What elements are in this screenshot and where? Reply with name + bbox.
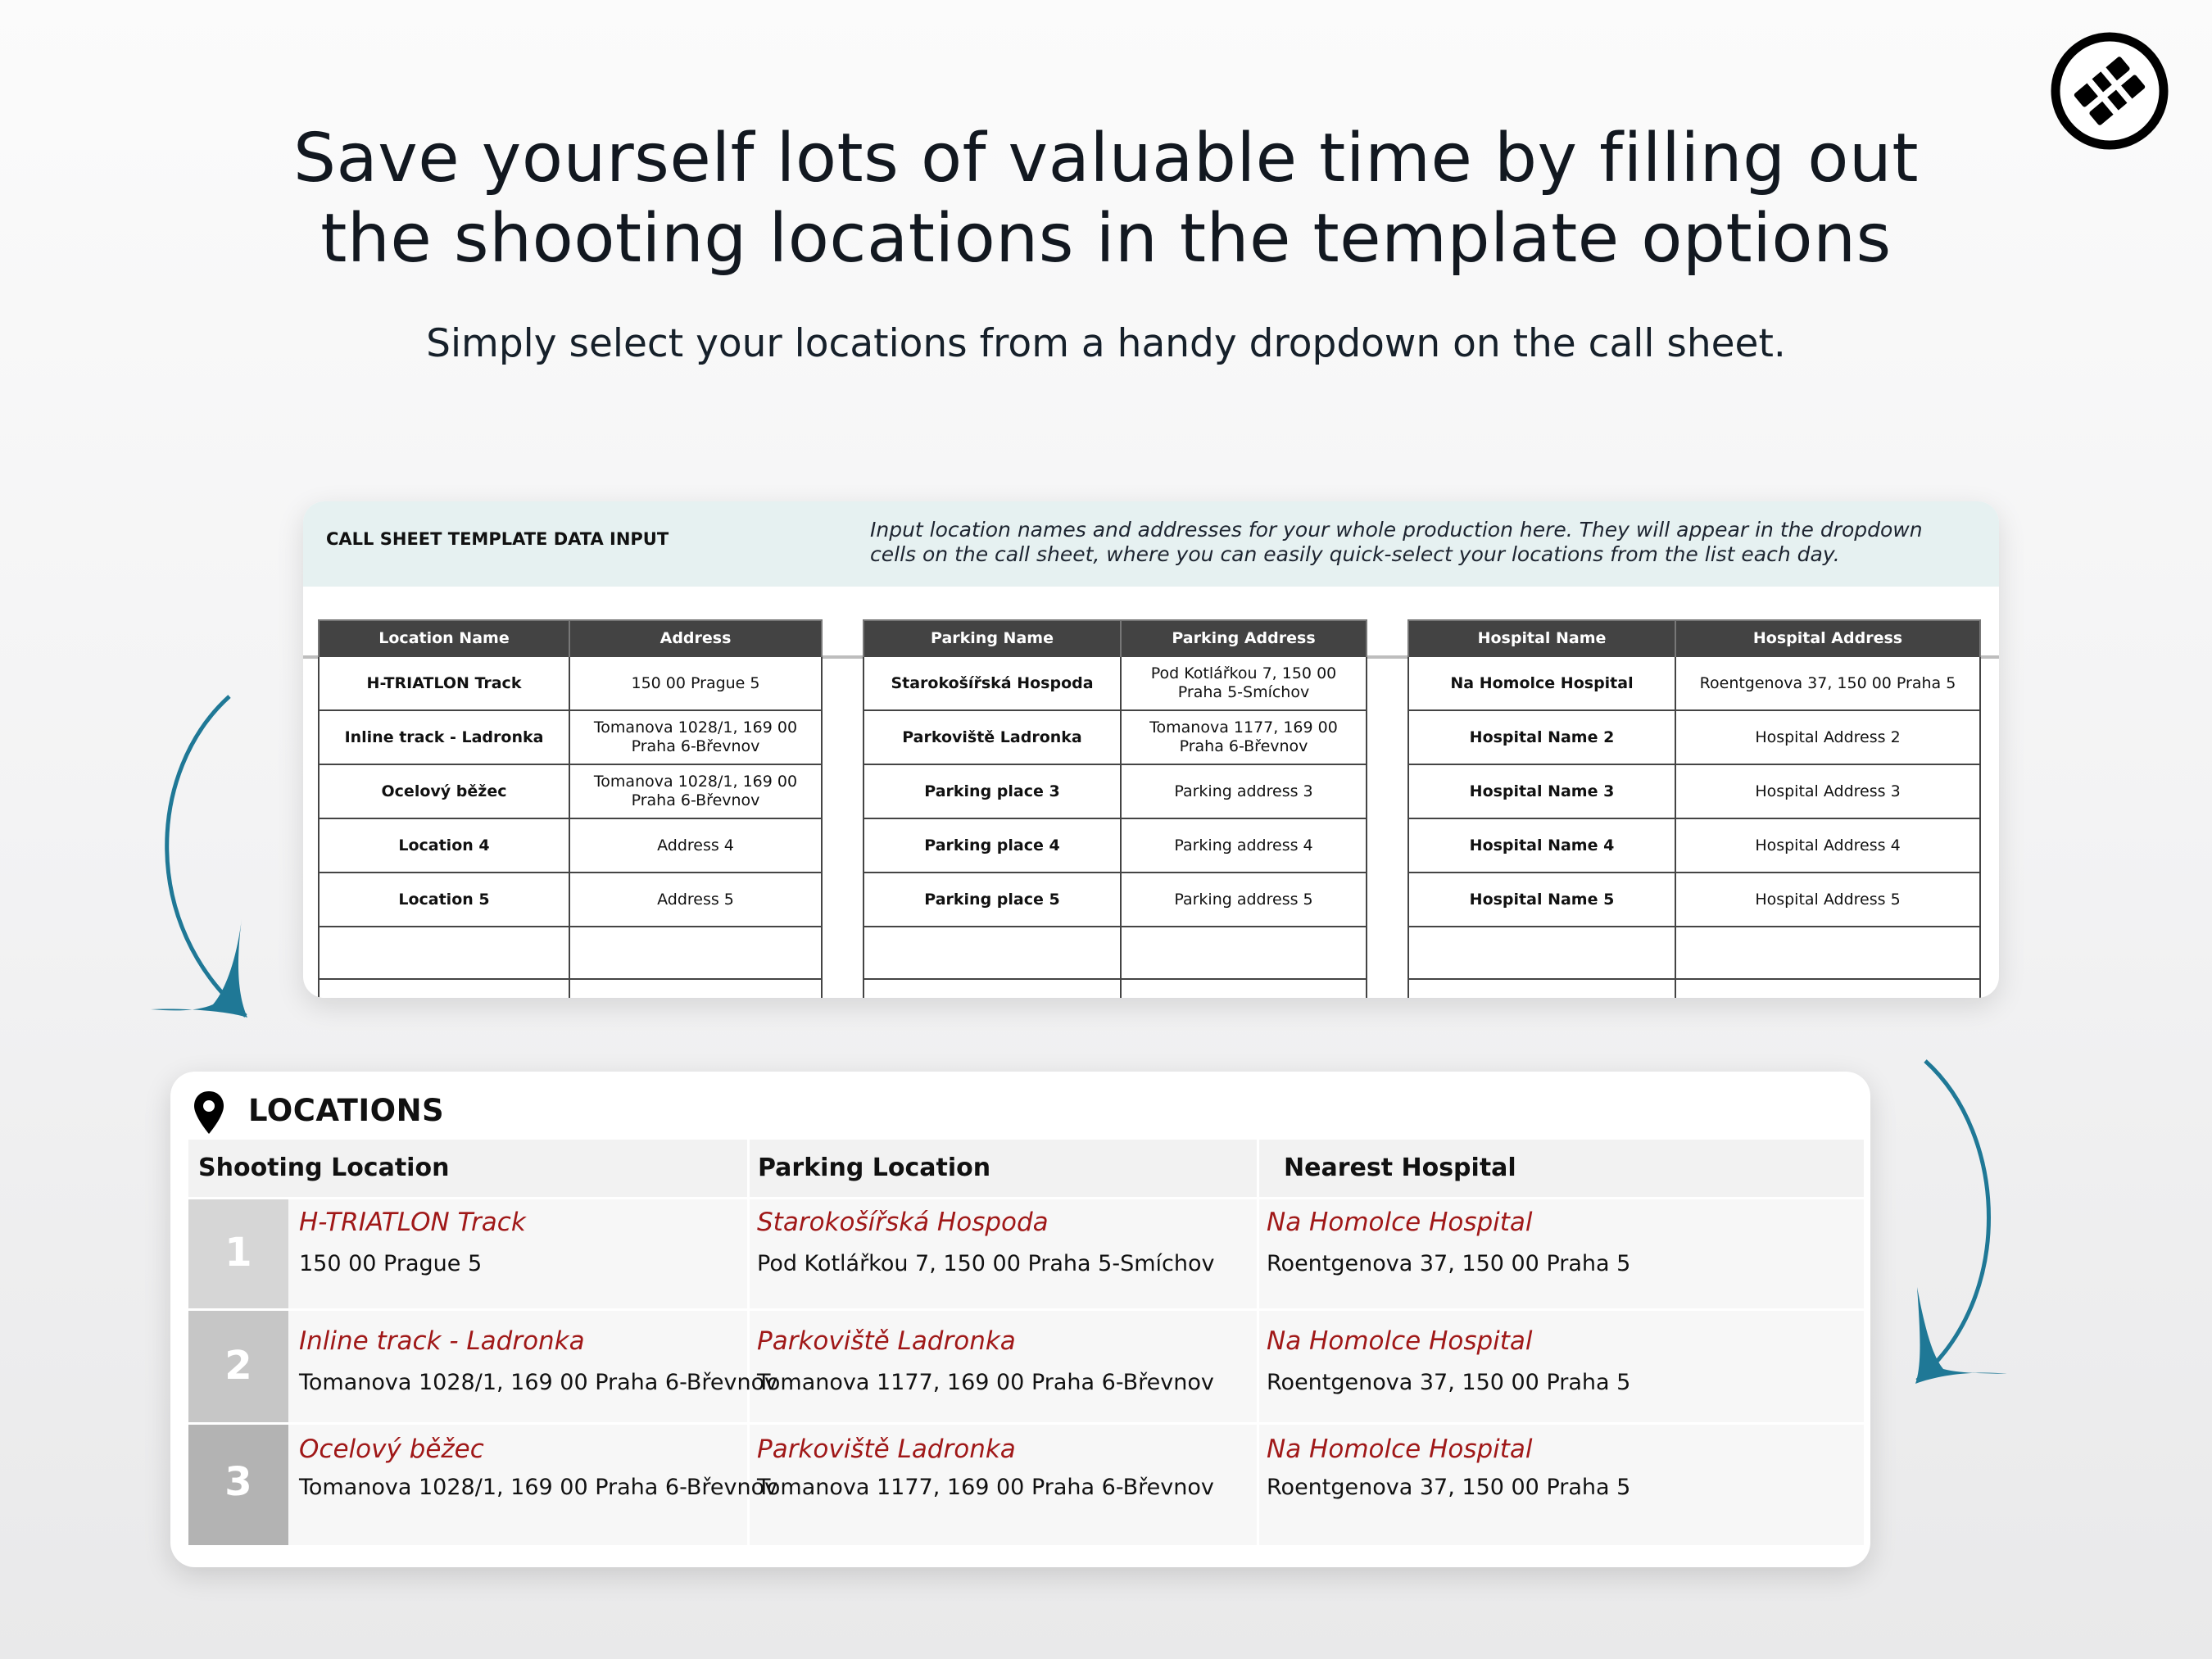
column-divider: [1257, 1140, 1259, 1545]
name-cell[interactable]: Starokošířská Hospoda: [863, 656, 1121, 710]
address-cell[interactable]: Parking address 3: [1121, 764, 1367, 818]
name-cell[interactable]: Inline track - Ladronka: [319, 710, 569, 764]
row-divider: [188, 1422, 1864, 1425]
hospital-name[interactable]: Na Homolce Hospital: [1267, 1326, 1533, 1356]
address-cell[interactable]: [569, 927, 822, 979]
col-header-hospital-address: Hospital Address: [1675, 620, 1980, 656]
template-card-title: CALL SHEET TEMPLATE DATA INPUT: [326, 529, 669, 549]
address-cell[interactable]: Hospital Address 5: [1675, 873, 1980, 927]
parking-location-address: Tomanova 1177, 169 00 Praha 6-Břevnov: [757, 1475, 1214, 1500]
headline-line-2: the shooting locations in the template options: [320, 200, 1892, 278]
address-cell[interactable]: Tomanova 1028/1, 169 00 Praha 6-Břevnov: [569, 764, 822, 818]
address-cell[interactable]: Roentgenova 37, 150 00 Praha 5: [1675, 656, 1980, 710]
input-table-row: [319, 873, 822, 927]
address-cell[interactable]: Hospital Address 3: [1675, 764, 1980, 818]
col-header-location-name: Location Name: [319, 620, 569, 656]
locations-title: LOCATIONS: [248, 1093, 445, 1128]
name-cell[interactable]: Hospital Name 2: [1408, 710, 1675, 764]
template-note-line-2: cells on the call sheet, where you can easily quick-select your locations from the list each day.: [870, 542, 1840, 566]
input-table-row: [319, 656, 822, 710]
hospital-name[interactable]: Na Homolce Hospital: [1267, 1435, 1533, 1464]
input-table-row: [863, 818, 1367, 873]
headline-line-1: Save yourself lots of valuable time by filling out: [292, 120, 1920, 197]
name-cell[interactable]: Parkoviště Ladronka: [863, 710, 1121, 764]
input-table-row: [863, 710, 1367, 764]
row-number-1: 1: [188, 1198, 288, 1308]
name-cell[interactable]: Hospital Name 3: [1408, 764, 1675, 818]
input-table-row: [1408, 710, 1980, 764]
name-cell[interactable]: [863, 927, 1121, 979]
input-table-row: [1408, 979, 1980, 998]
col-header-parking-name: Parking Name: [863, 620, 1121, 656]
template-note-line-1: Input location names and addresses for your whole production here. They will appear in the dropdown: [870, 518, 1923, 542]
name-cell[interactable]: [1408, 979, 1675, 998]
col-header-address: Address: [569, 620, 822, 656]
parking-location-name[interactable]: Parkoviště Ladronka: [757, 1326, 1016, 1356]
header-shooting-location-label: Shooting Location: [198, 1154, 450, 1182]
shooting-location-address: Tomanova 1028/1, 169 00 Praha 6-Břevnov: [299, 1370, 778, 1395]
name-cell[interactable]: Ocelový běžec: [319, 764, 569, 818]
parking-location-address: Tomanova 1177, 169 00 Praha 6-Břevnov: [757, 1370, 1214, 1395]
input-table-row: [1408, 927, 1980, 979]
address-cell[interactable]: Tomanova 1028/1, 169 00 Praha 6-Břevnov: [569, 710, 822, 764]
address-cell[interactable]: Parking address 5: [1121, 873, 1367, 927]
shooting-location-name[interactable]: H-TRIATLON Track: [299, 1208, 526, 1237]
header-nearest-hospital: [1258, 1140, 1864, 1197]
col-header-hospital-name: Hospital Name: [1408, 620, 1675, 656]
name-cell[interactable]: Location 4: [319, 818, 569, 873]
map-pin-icon: [192, 1090, 226, 1135]
parking-input-table: [863, 619, 1367, 998]
name-cell[interactable]: Parking place 4: [863, 818, 1121, 873]
shooting-location-address: 150 00 Prague 5: [299, 1251, 483, 1276]
hospital-address: Roentgenova 37, 150 00 Praha 5: [1267, 1370, 1631, 1395]
input-table-row: [319, 979, 822, 998]
input-table-row: [863, 656, 1367, 710]
row-number-2: 2: [188, 1310, 288, 1422]
address-cell[interactable]: Hospital Address 4: [1675, 818, 1980, 873]
location-input-table: [318, 619, 823, 998]
parking-location-name[interactable]: Starokošířská Hospoda: [757, 1208, 1049, 1237]
address-cell[interactable]: [1675, 927, 1980, 979]
input-table-row: [319, 927, 822, 979]
address-cell[interactable]: Address 4: [569, 818, 822, 873]
col-header-parking-address: Parking Address: [1121, 620, 1367, 656]
row-number-3: 3: [188, 1424, 288, 1545]
header-nearest-hospital-label: Nearest Hospital: [1284, 1154, 1516, 1182]
hospital-input-table: [1407, 619, 1981, 998]
name-cell[interactable]: Na Homolce Hospital: [1408, 656, 1675, 710]
address-cell[interactable]: Pod Kotlářkou 7, 150 00 Praha 5-Smíchov: [1121, 656, 1367, 710]
input-table-row: [863, 873, 1367, 927]
input-table-row: [319, 818, 822, 873]
address-cell[interactable]: Address 5: [569, 873, 822, 927]
input-table-row: [319, 710, 822, 764]
address-cell[interactable]: [569, 979, 822, 998]
input-table-row: [319, 764, 822, 818]
shooting-location-address: Tomanova 1028/1, 169 00 Praha 6-Břevnov: [299, 1475, 778, 1500]
address-cell[interactable]: Tomanova 1177, 169 00 Praha 6-Břevnov: [1121, 710, 1367, 764]
address-cell[interactable]: [1121, 979, 1367, 998]
name-cell[interactable]: [863, 979, 1121, 998]
input-table-row: [863, 927, 1367, 979]
header-parking-location: [748, 1140, 1258, 1197]
name-cell[interactable]: Hospital Name 5: [1408, 873, 1675, 927]
name-cell[interactable]: Hospital Name 4: [1408, 818, 1675, 873]
input-table-row: [1408, 764, 1980, 818]
name-cell[interactable]: [319, 927, 569, 979]
input-table-row: [863, 979, 1367, 998]
name-cell[interactable]: Parking place 3: [863, 764, 1121, 818]
row-divider: [188, 1308, 1864, 1311]
name-cell[interactable]: H-TRIATLON Track: [319, 656, 569, 710]
address-cell[interactable]: Parking address 4: [1121, 818, 1367, 873]
template-card-note: [870, 518, 1984, 567]
name-cell[interactable]: [1408, 927, 1675, 979]
address-cell[interactable]: [1675, 979, 1980, 998]
hospital-address: Roentgenova 37, 150 00 Praha 5: [1267, 1475, 1631, 1500]
curved-arrow-right-icon: [1901, 1053, 2015, 1397]
header-shooting-location: [188, 1140, 748, 1197]
parking-location-name[interactable]: Parkoviště Ladronka: [757, 1435, 1016, 1464]
name-cell[interactable]: Location 5: [319, 873, 569, 927]
hospital-address: Roentgenova 37, 150 00 Praha 5: [1267, 1251, 1631, 1276]
curved-arrow-left-icon: [139, 680, 254, 1024]
hospital-name[interactable]: Na Homolce Hospital: [1267, 1208, 1533, 1237]
address-cell[interactable]: [1121, 927, 1367, 979]
shooting-location-name[interactable]: Inline track - Ladronka: [299, 1326, 585, 1356]
address-cell[interactable]: 150 00 Prague 5: [569, 656, 822, 710]
page-headline: [0, 119, 2212, 279]
row-divider: [188, 1197, 1864, 1199]
parking-location-address: Pod Kotlářkou 7, 150 00 Praha 5-Smíchov: [757, 1251, 1215, 1276]
header-parking-location-label: Parking Location: [758, 1154, 991, 1182]
shooting-location-name[interactable]: Ocelový běžec: [299, 1435, 484, 1464]
address-cell[interactable]: Hospital Address 2: [1675, 710, 1980, 764]
input-table-row: [1408, 818, 1980, 873]
name-cell[interactable]: [319, 979, 569, 998]
locations-card: [170, 1072, 1870, 1567]
input-table-row: [1408, 873, 1980, 927]
page-subheadline: Simply select your locations from a handy dropdown on the call sheet.: [426, 321, 1786, 366]
template-data-input-card: [303, 501, 1999, 998]
name-cell[interactable]: Parking place 5: [863, 873, 1121, 927]
input-table-row: [863, 764, 1367, 818]
input-table-row: [1408, 656, 1980, 710]
